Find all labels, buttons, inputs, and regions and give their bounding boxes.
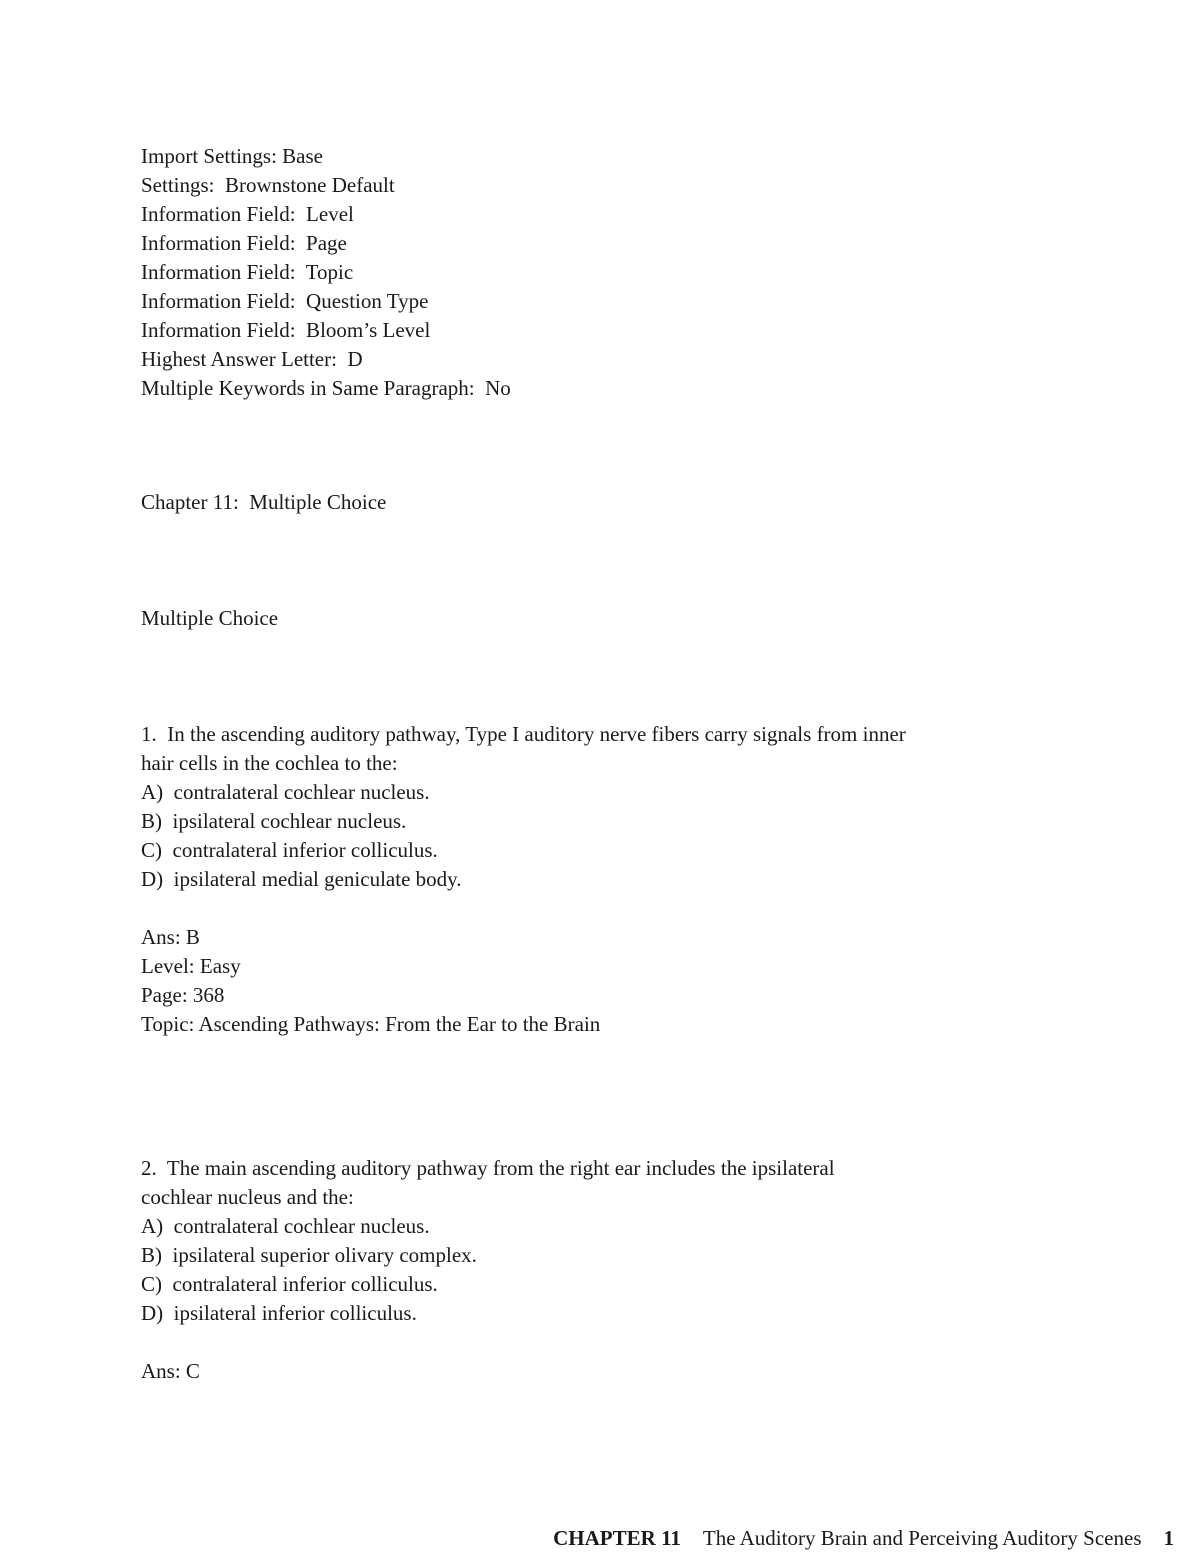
spacer [141, 894, 1101, 923]
question-level: Level: Easy [141, 954, 241, 978]
settings-line: Information Field: Question Type [141, 289, 429, 313]
answer-option-d: D) ipsilateral inferior colliculus. [141, 1301, 417, 1325]
answer-option-d: D) ipsilateral medial geniculate body. [141, 867, 462, 891]
footer-page-number: 1 [1163, 1526, 1174, 1550]
footer-chapter: CHAPTER 11 [553, 1526, 681, 1550]
answer-option-c: C) contralateral inferior colliculus. [141, 838, 438, 862]
question-page: Page: 368 [141, 983, 225, 1007]
answer-key: Ans: B [141, 925, 200, 949]
answer-option-b: B) ipsilateral superior olivary complex. [141, 1243, 477, 1267]
answer-option-a: A) contralateral cochlear nucleus. [141, 1214, 430, 1238]
footer-title: The Auditory Brain and Perceiving Auditory Scenes [702, 1526, 1142, 1550]
chapter-heading [141, 488, 1101, 517]
settings-line: Information Field: Level [141, 202, 354, 226]
answer-key: Ans: C [141, 1359, 200, 1383]
page-footer [553, 1524, 1174, 1553]
question-stem: hair cells in the cochlea to the: [141, 751, 398, 775]
question-1 [141, 720, 1101, 1039]
answer-option-c: C) contralateral inferior colliculus. [141, 1272, 438, 1296]
chapter-heading-text: Chapter 11: Multiple Choice [141, 490, 387, 514]
spacer [141, 1328, 1101, 1357]
answer-option-a: A) contralateral cochlear nucleus. [141, 780, 430, 804]
section-heading-text: Multiple Choice [141, 606, 279, 630]
section-heading [141, 604, 1101, 633]
question-stem: 2. The main ascending auditory pathway from the right ear includes the ipsilateral [141, 1156, 835, 1180]
question-stem: 1. In the ascending auditory pathway, Type I auditory nerve fibers carry signals from inner [141, 722, 906, 746]
question-2 [141, 1154, 1101, 1386]
question-topic: Topic: Ascending Pathways: From the Ear to the Brain [141, 1012, 601, 1036]
settings-line: Information Field: Bloom’s Level [141, 318, 431, 342]
import-settings-block [141, 142, 1101, 403]
settings-line: Import Settings: Base [141, 144, 323, 168]
settings-line: Information Field: Topic [141, 260, 354, 284]
answer-option-b: B) ipsilateral cochlear nucleus. [141, 809, 407, 833]
settings-line: Settings: Brownstone Default [141, 173, 395, 197]
settings-line: Multiple Keywords in Same Paragraph: No [141, 376, 511, 400]
settings-line: Highest Answer Letter: D [141, 347, 363, 371]
settings-line: Information Field: Page [141, 231, 347, 255]
question-stem: cochlear nucleus and the: [141, 1185, 354, 1209]
